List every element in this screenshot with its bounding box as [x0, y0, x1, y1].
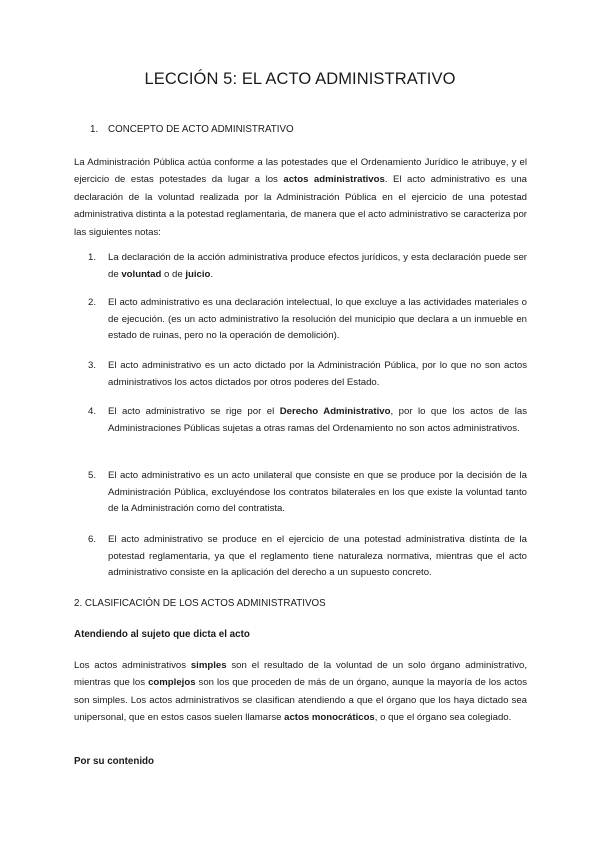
- note-text-part: o de: [161, 268, 186, 280]
- note-text-part: La declaración de la acción administrativa produce efectos jurídicos, y esta declaración puede ser de: [108, 252, 527, 280]
- section-1-number: 1.: [90, 124, 99, 135]
- note-text: [108, 250, 527, 283]
- note-text-part: , por lo que los actos de las Administraciones Públicas sujetas a otras ramas del Ordenamiento no son actos administrativos.: [108, 406, 528, 434]
- section-1-intro: [74, 154, 527, 241]
- note-text: [108, 404, 527, 437]
- para-text-part: son el resultado de la voluntad de un solo órgano administrativo, mientras que los: [74, 660, 528, 689]
- note-bold: voluntad: [121, 268, 162, 280]
- note-bold: juicio: [185, 268, 211, 280]
- note-number: 4.: [88, 406, 97, 417]
- para-text-part: , o que el órgano sea colegiado.: [374, 712, 512, 724]
- intro-text-a: La Administración Pública actúa conforme a las potestades que el Ordenamiento Jurídico le atribuye, y el ejercicio de estas potestades da lugar a los: [74, 157, 527, 186]
- section-2-heading: 2. CLASIFICACIÓN DE LOS ACTOS ADMINISTRATIVOS: [74, 598, 326, 609]
- para-text-part: son los que proceden de más de un órgano, aunque la mayoría de los actos son simples. Los actos administrativos se clasifican atendiendo a que el órgano que los haya dictado sea unipersonal, que en estos casos suelen llamarse: [74, 677, 527, 724]
- note-number: 1.: [88, 252, 97, 263]
- note-text: El acto administrativo es un acto dictado por la Administración Pública, por lo que no son actos administrativos los actos dictados por otros poderes del Estado.: [108, 360, 527, 388]
- intro-text-b: . El acto administrativo es una declaración de la voluntad realizada por la Administración Pública en el ejercicio de una potestad administrativa distinta a la potestad reglamentaria, de manera que el acto administrativo se caracteriza por las siguientes notas:: [74, 174, 528, 238]
- note-bold: Derecho Administrativo: [279, 406, 391, 417]
- subheading-sujeto: Atendiendo al sujeto que dicta el acto: [74, 629, 250, 640]
- section-2-paragraph: [74, 657, 527, 727]
- section-1-title: CONCEPTO DE ACTO ADMINISTRATIVO: [108, 124, 294, 135]
- lesson-title: LECCIÓN 5: EL ACTO ADMINISTRATIVO: [144, 70, 456, 88]
- note-text: El acto administrativo es un acto unilateral que consiste en que se produce por la decisión de la Administración Pública, excluyéndose los contratos bilaterales en los que existe la voluntad tanto de la Administración como del contratista.: [108, 470, 527, 514]
- note-text-part: .: [210, 268, 214, 280]
- para-text-part: Los actos administrativos: [74, 660, 191, 671]
- note-text-part: El acto administrativo se rige por el: [108, 406, 280, 417]
- note-number: 6.: [88, 534, 97, 545]
- para-bold: complejos: [148, 677, 196, 689]
- para-bold: actos monocráticos: [284, 712, 375, 724]
- intro-bold: actos administrativos: [283, 174, 385, 186]
- subheading-contenido: Por su contenido: [74, 756, 155, 767]
- note-number: 2.: [88, 297, 97, 308]
- note-number: 5.: [88, 470, 97, 481]
- note-text: El acto administrativo se produce en el ejercicio de una potestad administrativa distinta de la potestad reglamentaria, ya que el reglamento tiene naturaleza normativa, mientras que el acto administrativo consiste en la aplicación del derecho a un supuesto concreto.: [108, 534, 527, 578]
- note-text: El acto administrativo es una declaración intelectual, lo que excluye a las actividades materiales o de ejecución. (es un acto administrativo la resolución del municipio que declara a un inmueble en estado de ruinas, pero no la operación de demolición).: [108, 297, 527, 341]
- note-number: 3.: [88, 360, 97, 371]
- para-bold: simples: [190, 660, 227, 671]
- section-1-heading: [90, 124, 294, 135]
